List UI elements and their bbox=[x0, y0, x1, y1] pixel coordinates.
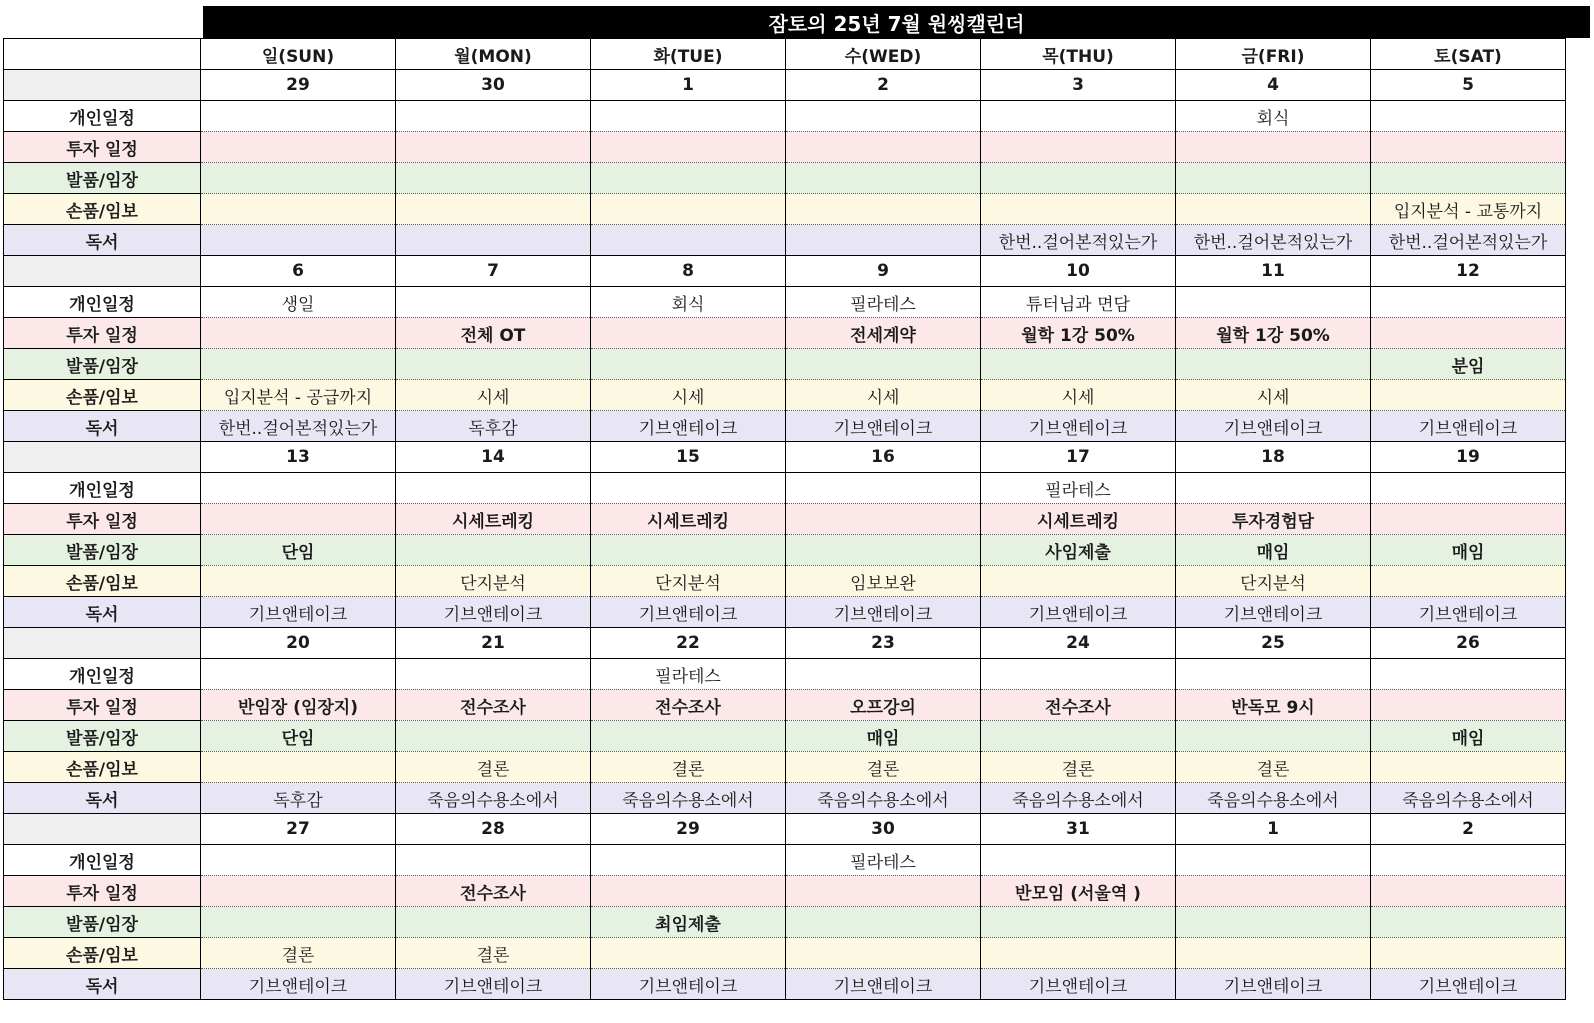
event-cell[interactable] bbox=[1176, 907, 1371, 938]
event-cell[interactable] bbox=[591, 938, 786, 969]
event-cell[interactable] bbox=[591, 473, 786, 504]
event-cell[interactable] bbox=[396, 907, 591, 938]
date-cell[interactable]: 11 bbox=[1176, 256, 1371, 287]
event-cell[interactable] bbox=[591, 132, 786, 163]
event-cell[interactable] bbox=[786, 907, 981, 938]
event-cell[interactable] bbox=[591, 721, 786, 752]
day-header[interactable]: 화(TUE) bbox=[591, 39, 786, 70]
date-cell[interactable]: 24 bbox=[981, 628, 1176, 659]
date-cell[interactable]: 27 bbox=[201, 814, 396, 845]
event-cell[interactable]: 시세 bbox=[396, 380, 591, 411]
date-cell[interactable]: 25 bbox=[1176, 628, 1371, 659]
event-cell[interactable]: 죽음의수용소에서 bbox=[591, 783, 786, 814]
event-cell[interactable]: 죽음의수용소에서 bbox=[1176, 783, 1371, 814]
event-cell[interactable]: 반독모 9시 bbox=[1176, 690, 1371, 721]
event-cell[interactable] bbox=[396, 845, 591, 876]
event-cell[interactable] bbox=[396, 287, 591, 318]
category-row bbox=[4, 969, 1566, 1000]
date-cell[interactable]: 26 bbox=[1371, 628, 1566, 659]
event-cell[interactable] bbox=[1371, 380, 1566, 411]
date-cell[interactable]: 2 bbox=[1371, 814, 1566, 845]
event-cell[interactable] bbox=[591, 101, 786, 132]
category-label: 개인일정 bbox=[4, 101, 201, 132]
event-cell[interactable]: 필라테스 bbox=[786, 287, 981, 318]
event-cell[interactable]: 기브앤테이크 bbox=[591, 969, 786, 1000]
event-cell[interactable] bbox=[786, 938, 981, 969]
category-row bbox=[4, 194, 1566, 225]
category-label: 손품/임보 bbox=[4, 752, 201, 783]
date-cell[interactable]: 22 bbox=[591, 628, 786, 659]
date-cell[interactable]: 31 bbox=[981, 814, 1176, 845]
category-row bbox=[4, 473, 1566, 504]
calendar-grid bbox=[3, 38, 1566, 1000]
date-cell[interactable]: 16 bbox=[786, 442, 981, 473]
category-label: 손품/임보 bbox=[4, 194, 201, 225]
event-cell[interactable]: 회식 bbox=[591, 287, 786, 318]
event-cell[interactable] bbox=[786, 132, 981, 163]
category-row bbox=[4, 845, 1566, 876]
date-cell[interactable]: 10 bbox=[981, 256, 1176, 287]
category-label: 개인일정 bbox=[4, 473, 201, 504]
event-cell[interactable]: 전수조사 bbox=[396, 690, 591, 721]
event-cell[interactable]: 기브앤테이크 bbox=[1176, 969, 1371, 1000]
date-cell[interactable]: 12 bbox=[1371, 256, 1566, 287]
event-cell[interactable] bbox=[201, 752, 396, 783]
event-cell[interactable] bbox=[1371, 690, 1566, 721]
category-row bbox=[4, 225, 1566, 256]
event-cell[interactable]: 독후감 bbox=[396, 411, 591, 442]
event-cell[interactable] bbox=[591, 194, 786, 225]
date-cell[interactable]: 29 bbox=[201, 70, 396, 101]
category-row bbox=[4, 349, 1566, 380]
event-cell[interactable]: 독후감 bbox=[201, 783, 396, 814]
event-cell[interactable]: 단지분석 bbox=[1176, 566, 1371, 597]
day-header[interactable]: 월(MON) bbox=[396, 39, 591, 70]
event-cell[interactable] bbox=[1371, 845, 1566, 876]
event-cell[interactable] bbox=[1371, 907, 1566, 938]
calendar-title: 잠토의 25년 7월 원씽캘린더 bbox=[203, 6, 1590, 38]
category-label: 독서 bbox=[4, 411, 201, 442]
date-row-label-cell bbox=[4, 256, 201, 287]
date-cell[interactable]: 30 bbox=[396, 70, 591, 101]
event-cell[interactable] bbox=[396, 163, 591, 194]
date-cell[interactable]: 4 bbox=[1176, 70, 1371, 101]
event-cell[interactable] bbox=[981, 101, 1176, 132]
event-cell[interactable]: 시세트레킹 bbox=[591, 504, 786, 535]
date-cell[interactable]: 3 bbox=[981, 70, 1176, 101]
date-cell[interactable]: 15 bbox=[591, 442, 786, 473]
category-label: 발품/임장 bbox=[4, 535, 201, 566]
category-label: 발품/임장 bbox=[4, 349, 201, 380]
date-cell[interactable]: 2 bbox=[786, 70, 981, 101]
event-cell[interactable] bbox=[591, 845, 786, 876]
event-cell[interactable] bbox=[201, 504, 396, 535]
event-cell[interactable] bbox=[1176, 163, 1371, 194]
event-cell[interactable]: 시세트레킹 bbox=[396, 504, 591, 535]
category-label: 독서 bbox=[4, 969, 201, 1000]
event-cell[interactable] bbox=[981, 132, 1176, 163]
category-row bbox=[4, 101, 1566, 132]
event-cell[interactable] bbox=[201, 101, 396, 132]
event-cell[interactable]: 결론 bbox=[786, 752, 981, 783]
event-cell[interactable] bbox=[786, 163, 981, 194]
event-cell[interactable] bbox=[786, 225, 981, 256]
event-cell[interactable]: 필라테스 bbox=[591, 659, 786, 690]
event-cell[interactable] bbox=[1176, 287, 1371, 318]
event-cell[interactable] bbox=[981, 349, 1176, 380]
date-cell[interactable]: 1 bbox=[591, 70, 786, 101]
category-label: 개인일정 bbox=[4, 845, 201, 876]
event-cell[interactable]: 한번..걸어본적있는가 bbox=[1176, 225, 1371, 256]
date-row bbox=[4, 628, 1566, 659]
event-cell[interactable]: 월학 1강 50% bbox=[981, 318, 1176, 349]
event-cell[interactable]: 투자경험담 bbox=[1176, 504, 1371, 535]
event-cell[interactable]: 임보보완 bbox=[786, 566, 981, 597]
category-row bbox=[4, 752, 1566, 783]
event-cell[interactable]: 매임 bbox=[1371, 721, 1566, 752]
event-cell[interactable]: 기브앤테이크 bbox=[1371, 597, 1566, 628]
date-cell[interactable]: 21 bbox=[396, 628, 591, 659]
date-row bbox=[4, 70, 1566, 101]
date-row-label-cell bbox=[4, 442, 201, 473]
event-cell[interactable]: 기브앤테이크 bbox=[201, 597, 396, 628]
category-label: 손품/임보 bbox=[4, 380, 201, 411]
event-cell[interactable]: 최임제출 bbox=[591, 907, 786, 938]
event-cell[interactable]: 기브앤테이크 bbox=[786, 597, 981, 628]
date-cell[interactable]: 29 bbox=[591, 814, 786, 845]
category-label: 독서 bbox=[4, 597, 201, 628]
event-cell[interactable]: 죽음의수용소에서 bbox=[396, 783, 591, 814]
event-cell[interactable] bbox=[1371, 938, 1566, 969]
event-cell[interactable] bbox=[981, 907, 1176, 938]
event-cell[interactable] bbox=[786, 659, 981, 690]
event-cell[interactable] bbox=[981, 721, 1176, 752]
event-cell[interactable] bbox=[1371, 566, 1566, 597]
category-label: 개인일정 bbox=[4, 659, 201, 690]
event-cell[interactable] bbox=[981, 163, 1176, 194]
event-cell[interactable]: 결론 bbox=[981, 752, 1176, 783]
event-cell[interactable]: 시세 bbox=[786, 380, 981, 411]
category-label: 발품/임장 bbox=[4, 721, 201, 752]
date-row-label-cell bbox=[4, 70, 201, 101]
day-header[interactable]: 일(SUN) bbox=[201, 39, 396, 70]
day-header[interactable]: 목(THU) bbox=[981, 39, 1176, 70]
category-label: 발품/임장 bbox=[4, 907, 201, 938]
event-cell[interactable] bbox=[786, 876, 981, 907]
event-cell[interactable]: 매임 bbox=[1176, 535, 1371, 566]
event-cell[interactable]: 기브앤테이크 bbox=[591, 411, 786, 442]
date-row bbox=[4, 256, 1566, 287]
category-row bbox=[4, 287, 1566, 318]
event-cell[interactable] bbox=[396, 659, 591, 690]
event-cell[interactable]: 기브앤테이크 bbox=[981, 969, 1176, 1000]
date-cell[interactable]: 23 bbox=[786, 628, 981, 659]
date-cell[interactable]: 17 bbox=[981, 442, 1176, 473]
event-cell[interactable] bbox=[396, 132, 591, 163]
event-cell[interactable] bbox=[396, 473, 591, 504]
date-cell[interactable]: 19 bbox=[1371, 442, 1566, 473]
event-cell[interactable] bbox=[201, 845, 396, 876]
event-cell[interactable]: 한번..걸어본적있는가 bbox=[1371, 225, 1566, 256]
event-cell[interactable]: 기브앤테이크 bbox=[201, 969, 396, 1000]
event-cell[interactable] bbox=[786, 101, 981, 132]
event-cell[interactable]: 필라테스 bbox=[786, 845, 981, 876]
event-cell[interactable] bbox=[591, 349, 786, 380]
event-cell[interactable]: 기브앤테이크 bbox=[1176, 597, 1371, 628]
event-cell[interactable]: 반모임 (서울역 ) bbox=[981, 876, 1176, 907]
event-cell[interactable] bbox=[396, 535, 591, 566]
event-cell[interactable]: 기브앤테이크 bbox=[1371, 969, 1566, 1000]
event-cell[interactable]: 반임장 (임장지) bbox=[201, 690, 396, 721]
event-cell[interactable] bbox=[1176, 845, 1371, 876]
event-cell[interactable] bbox=[201, 473, 396, 504]
event-cell[interactable] bbox=[981, 194, 1176, 225]
event-cell[interactable]: 매임 bbox=[1371, 535, 1566, 566]
event-cell[interactable]: 죽음의수용소에서 bbox=[981, 783, 1176, 814]
event-cell[interactable]: 기브앤테이크 bbox=[981, 411, 1176, 442]
event-cell[interactable]: 단임 bbox=[201, 535, 396, 566]
event-cell[interactable]: 기브앤테이크 bbox=[591, 597, 786, 628]
event-cell[interactable] bbox=[1176, 721, 1371, 752]
category-row bbox=[4, 380, 1566, 411]
event-cell[interactable]: 죽음의수용소에서 bbox=[786, 783, 981, 814]
event-cell[interactable] bbox=[591, 535, 786, 566]
date-cell[interactable]: 6 bbox=[201, 256, 396, 287]
event-cell[interactable] bbox=[201, 194, 396, 225]
event-cell[interactable] bbox=[201, 876, 396, 907]
event-cell[interactable]: 죽음의수용소에서 bbox=[1371, 783, 1566, 814]
category-row bbox=[4, 597, 1566, 628]
event-cell[interactable] bbox=[1176, 349, 1371, 380]
event-cell[interactable] bbox=[1371, 659, 1566, 690]
date-row-label-cell bbox=[4, 628, 201, 659]
event-cell[interactable]: 회식 bbox=[1176, 101, 1371, 132]
category-row bbox=[4, 907, 1566, 938]
event-cell[interactable] bbox=[201, 566, 396, 597]
event-cell[interactable] bbox=[1176, 194, 1371, 225]
event-cell[interactable]: 입지분석 - 교통까지 bbox=[1371, 194, 1566, 225]
event-cell[interactable] bbox=[201, 163, 396, 194]
event-cell[interactable] bbox=[981, 845, 1176, 876]
event-cell[interactable]: 전수조사 bbox=[396, 876, 591, 907]
category-label: 투자 일정 bbox=[4, 690, 201, 721]
event-cell[interactable]: 시세 bbox=[981, 380, 1176, 411]
category-label: 독서 bbox=[4, 225, 201, 256]
event-cell[interactable] bbox=[786, 194, 981, 225]
event-cell[interactable]: 단지분석 bbox=[591, 566, 786, 597]
category-label: 발품/임장 bbox=[4, 163, 201, 194]
date-cell[interactable]: 20 bbox=[201, 628, 396, 659]
event-cell[interactable]: 전세계약 bbox=[786, 318, 981, 349]
event-cell[interactable]: 결론 bbox=[591, 752, 786, 783]
event-cell[interactable]: 단지분석 bbox=[396, 566, 591, 597]
event-cell[interactable] bbox=[396, 349, 591, 380]
event-cell[interactable] bbox=[1371, 163, 1566, 194]
category-row bbox=[4, 504, 1566, 535]
event-cell[interactable]: 필라테스 bbox=[981, 473, 1176, 504]
category-row bbox=[4, 783, 1566, 814]
event-cell[interactable]: 시세 bbox=[1176, 380, 1371, 411]
category-label: 개인일정 bbox=[4, 287, 201, 318]
event-cell[interactable] bbox=[1371, 876, 1566, 907]
event-cell[interactable]: 오프강의 bbox=[786, 690, 981, 721]
event-cell[interactable] bbox=[591, 318, 786, 349]
event-cell[interactable] bbox=[201, 349, 396, 380]
event-cell[interactable] bbox=[1176, 659, 1371, 690]
date-cell[interactable]: 5 bbox=[1371, 70, 1566, 101]
event-cell[interactable]: 전체 OT bbox=[396, 318, 591, 349]
category-label: 손품/임보 bbox=[4, 566, 201, 597]
event-cell[interactable] bbox=[786, 504, 981, 535]
event-cell[interactable] bbox=[396, 225, 591, 256]
category-label: 독서 bbox=[4, 783, 201, 814]
category-label: 손품/임보 bbox=[4, 938, 201, 969]
date-cell[interactable]: 30 bbox=[786, 814, 981, 845]
date-cell[interactable]: 8 bbox=[591, 256, 786, 287]
day-header[interactable]: 금(FRI) bbox=[1176, 39, 1371, 70]
event-cell[interactable] bbox=[1371, 504, 1566, 535]
event-cell[interactable]: 기브앤테이크 bbox=[396, 597, 591, 628]
event-cell[interactable]: 생일 bbox=[201, 287, 396, 318]
category-label: 투자 일정 bbox=[4, 132, 201, 163]
event-cell[interactable]: 기브앤테이크 bbox=[786, 411, 981, 442]
event-cell[interactable]: 결론 bbox=[201, 938, 396, 969]
event-cell[interactable] bbox=[786, 535, 981, 566]
event-cell[interactable] bbox=[1371, 318, 1566, 349]
event-cell[interactable] bbox=[1371, 752, 1566, 783]
event-cell[interactable] bbox=[396, 101, 591, 132]
event-cell[interactable] bbox=[1371, 473, 1566, 504]
event-cell[interactable]: 한번..걸어본적있는가 bbox=[201, 411, 396, 442]
date-cell[interactable]: 18 bbox=[1176, 442, 1371, 473]
event-cell[interactable]: 매임 bbox=[786, 721, 981, 752]
date-row bbox=[4, 814, 1566, 845]
event-cell[interactable] bbox=[981, 938, 1176, 969]
event-cell[interactable]: 결론 bbox=[396, 938, 591, 969]
event-cell[interactable]: 결론 bbox=[1176, 752, 1371, 783]
calendar-grid-body bbox=[4, 39, 1566, 1000]
event-cell[interactable] bbox=[591, 876, 786, 907]
category-row bbox=[4, 535, 1566, 566]
category-row bbox=[4, 566, 1566, 597]
category-row bbox=[4, 938, 1566, 969]
event-cell[interactable]: 기브앤테이크 bbox=[396, 969, 591, 1000]
event-cell[interactable] bbox=[1371, 101, 1566, 132]
event-cell[interactable]: 기브앤테이크 bbox=[786, 969, 981, 1000]
category-label: 투자 일정 bbox=[4, 318, 201, 349]
event-cell[interactable]: 전수조사 bbox=[981, 690, 1176, 721]
event-cell[interactable]: 결론 bbox=[396, 752, 591, 783]
event-cell[interactable]: 시세트레킹 bbox=[981, 504, 1176, 535]
event-cell[interactable]: 입지분석 - 공급까지 bbox=[201, 380, 396, 411]
date-cell[interactable]: 14 bbox=[396, 442, 591, 473]
event-cell[interactable]: 한번..걸어본적있는가 bbox=[981, 225, 1176, 256]
event-cell[interactable]: 기브앤테이크 bbox=[981, 597, 1176, 628]
category-row bbox=[4, 659, 1566, 690]
event-cell[interactable] bbox=[396, 194, 591, 225]
category-label: 투자 일정 bbox=[4, 504, 201, 535]
event-cell[interactable]: 사임제출 bbox=[981, 535, 1176, 566]
category-label: 투자 일정 bbox=[4, 876, 201, 907]
event-cell[interactable] bbox=[1176, 132, 1371, 163]
event-cell[interactable]: 시세 bbox=[591, 380, 786, 411]
date-row bbox=[4, 442, 1566, 473]
event-cell[interactable]: 기브앤테이크 bbox=[1176, 411, 1371, 442]
event-cell[interactable] bbox=[591, 163, 786, 194]
category-row bbox=[4, 876, 1566, 907]
category-row bbox=[4, 721, 1566, 752]
event-cell[interactable] bbox=[1371, 132, 1566, 163]
date-cell[interactable]: 7 bbox=[396, 256, 591, 287]
date-cell[interactable]: 28 bbox=[396, 814, 591, 845]
event-cell[interactable] bbox=[201, 132, 396, 163]
event-cell[interactable] bbox=[786, 473, 981, 504]
category-row bbox=[4, 132, 1566, 163]
event-cell[interactable] bbox=[201, 659, 396, 690]
event-cell[interactable] bbox=[201, 907, 396, 938]
event-cell[interactable] bbox=[1371, 287, 1566, 318]
event-cell[interactable]: 전수조사 bbox=[591, 690, 786, 721]
date-cell[interactable]: 9 bbox=[786, 256, 981, 287]
day-header[interactable]: 토(SAT) bbox=[1371, 39, 1566, 70]
corner-cell bbox=[4, 39, 201, 70]
date-cell[interactable]: 13 bbox=[201, 442, 396, 473]
category-row bbox=[4, 163, 1566, 194]
event-cell[interactable] bbox=[786, 349, 981, 380]
date-row-label-cell bbox=[4, 814, 201, 845]
event-cell[interactable]: 튜터님과 면담 bbox=[981, 287, 1176, 318]
event-cell[interactable] bbox=[201, 318, 396, 349]
event-cell[interactable] bbox=[1176, 473, 1371, 504]
event-cell[interactable] bbox=[396, 721, 591, 752]
event-cell[interactable] bbox=[981, 659, 1176, 690]
event-cell[interactable] bbox=[981, 566, 1176, 597]
event-cell[interactable]: 기브앤테이크 bbox=[1371, 411, 1566, 442]
weekday-header-row bbox=[4, 39, 1566, 70]
event-cell[interactable] bbox=[1176, 876, 1371, 907]
event-cell[interactable] bbox=[591, 225, 786, 256]
event-cell[interactable] bbox=[1176, 938, 1371, 969]
event-cell[interactable]: 분임 bbox=[1371, 349, 1566, 380]
day-header[interactable]: 수(WED) bbox=[786, 39, 981, 70]
category-row bbox=[4, 318, 1566, 349]
event-cell[interactable]: 단임 bbox=[201, 721, 396, 752]
category-row bbox=[4, 411, 1566, 442]
event-cell[interactable]: 월학 1강 50% bbox=[1176, 318, 1371, 349]
event-cell[interactable] bbox=[201, 225, 396, 256]
date-cell[interactable]: 1 bbox=[1176, 814, 1371, 845]
category-row bbox=[4, 690, 1566, 721]
